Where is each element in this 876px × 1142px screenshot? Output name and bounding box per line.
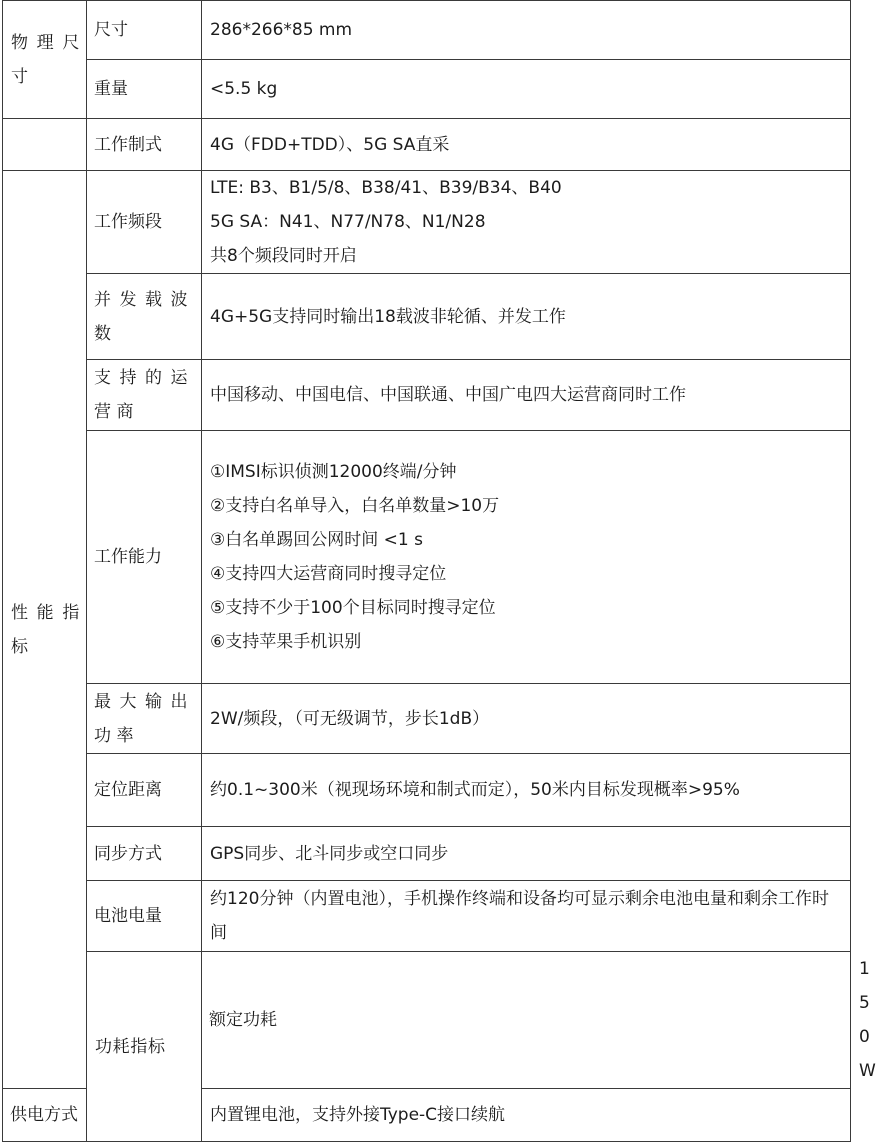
table-row — [3, 881, 851, 952]
table-row — [3, 60, 851, 119]
table-row — [3, 754, 851, 827]
table-row — [3, 171, 851, 274]
group-physical: 物理尺寸 — [3, 1, 87, 119]
carriers-label: 并发载波数 — [87, 274, 202, 360]
operators-label: 支持的运营商 — [87, 360, 202, 431]
battery-value: 约120分钟（内置电池），手机操作终端和设备均可显示剩余电池电量和剩余工作时间 — [202, 881, 851, 952]
weight-label: 重量 — [87, 60, 202, 119]
distance-value: 约0.1~300米（视现场环境和制式而定），50米内目标发现概率>95% — [202, 754, 851, 827]
operators-value: 中国移动、中国电信、中国联通、中国广电四大运营商同时工作 — [202, 360, 851, 431]
sync-label: 同步方式 — [87, 827, 202, 881]
bands-line: 5G SA：N41、N77/N78、N1/N28 — [210, 212, 486, 232]
weight-value: <5.5 kg — [202, 60, 851, 119]
bands-label: 工作频段 — [87, 171, 202, 274]
capability-label: 工作能力 — [87, 431, 202, 684]
capability-value — [202, 431, 851, 684]
capability-item: ④支持四大运营商同时搜寻定位 — [210, 564, 447, 584]
table-row — [3, 274, 851, 360]
group-performance: 性能指标 — [3, 171, 87, 1089]
mode-label: 工作制式 — [87, 119, 202, 171]
output-power-value: 2W/频段，（可无级调节，步长1dB） — [202, 684, 851, 754]
rated-power-label: 额定功耗 — [202, 952, 851, 1089]
table-row: 功耗指标 额定功耗 150W — [3, 952, 851, 1089]
size-value: 286*266*85 mm — [202, 1, 851, 60]
output-power-label: 最大输出功率 — [87, 684, 202, 754]
table-row — [3, 431, 851, 684]
size-label: 尺寸 — [87, 1, 202, 60]
spec-table — [2, 0, 876, 1142]
bands-line: LTE: B3、B1/5/8、B38/41、B39/B34、B40 — [210, 178, 562, 198]
bands-value — [202, 171, 851, 274]
capability-item: ①IMSI标识侦测12000终端/分钟 — [210, 462, 457, 482]
distance-label: 定位距离 — [87, 754, 202, 827]
table-row — [3, 684, 851, 754]
capability-item: ③白名单踢回公网时间 <1 s — [210, 530, 423, 550]
mode-value: 4G（FDD+TDD）、5G SA直采 — [202, 119, 851, 171]
supply-value: 内置锂电池，支持外接Type-C接口续航 — [202, 1089, 851, 1142]
capability-item: ⑥支持苹果手机识别 — [210, 632, 362, 652]
table-row — [3, 119, 851, 171]
table-row — [3, 360, 851, 431]
capability-item: ⑤支持不少于100个目标同时搜寻定位 — [210, 598, 496, 618]
group-power: 功耗指标 — [87, 952, 202, 1142]
supply-label: 供电方式 — [3, 1089, 87, 1142]
battery-label: 电池电量 — [87, 881, 202, 952]
table-row — [3, 1, 851, 60]
carriers-value: 4G+5G支持同时输出18载波非轮循、并发工作 — [202, 274, 851, 360]
sync-value: GPS同步、北斗同步或空口同步 — [202, 827, 851, 881]
capability-item: ②支持白名单导入，白名单数量>10万 — [210, 496, 500, 516]
bands-line: 共8个频段同时开启 — [210, 246, 357, 266]
empty-group-cell — [3, 119, 87, 171]
table-row — [3, 827, 851, 881]
